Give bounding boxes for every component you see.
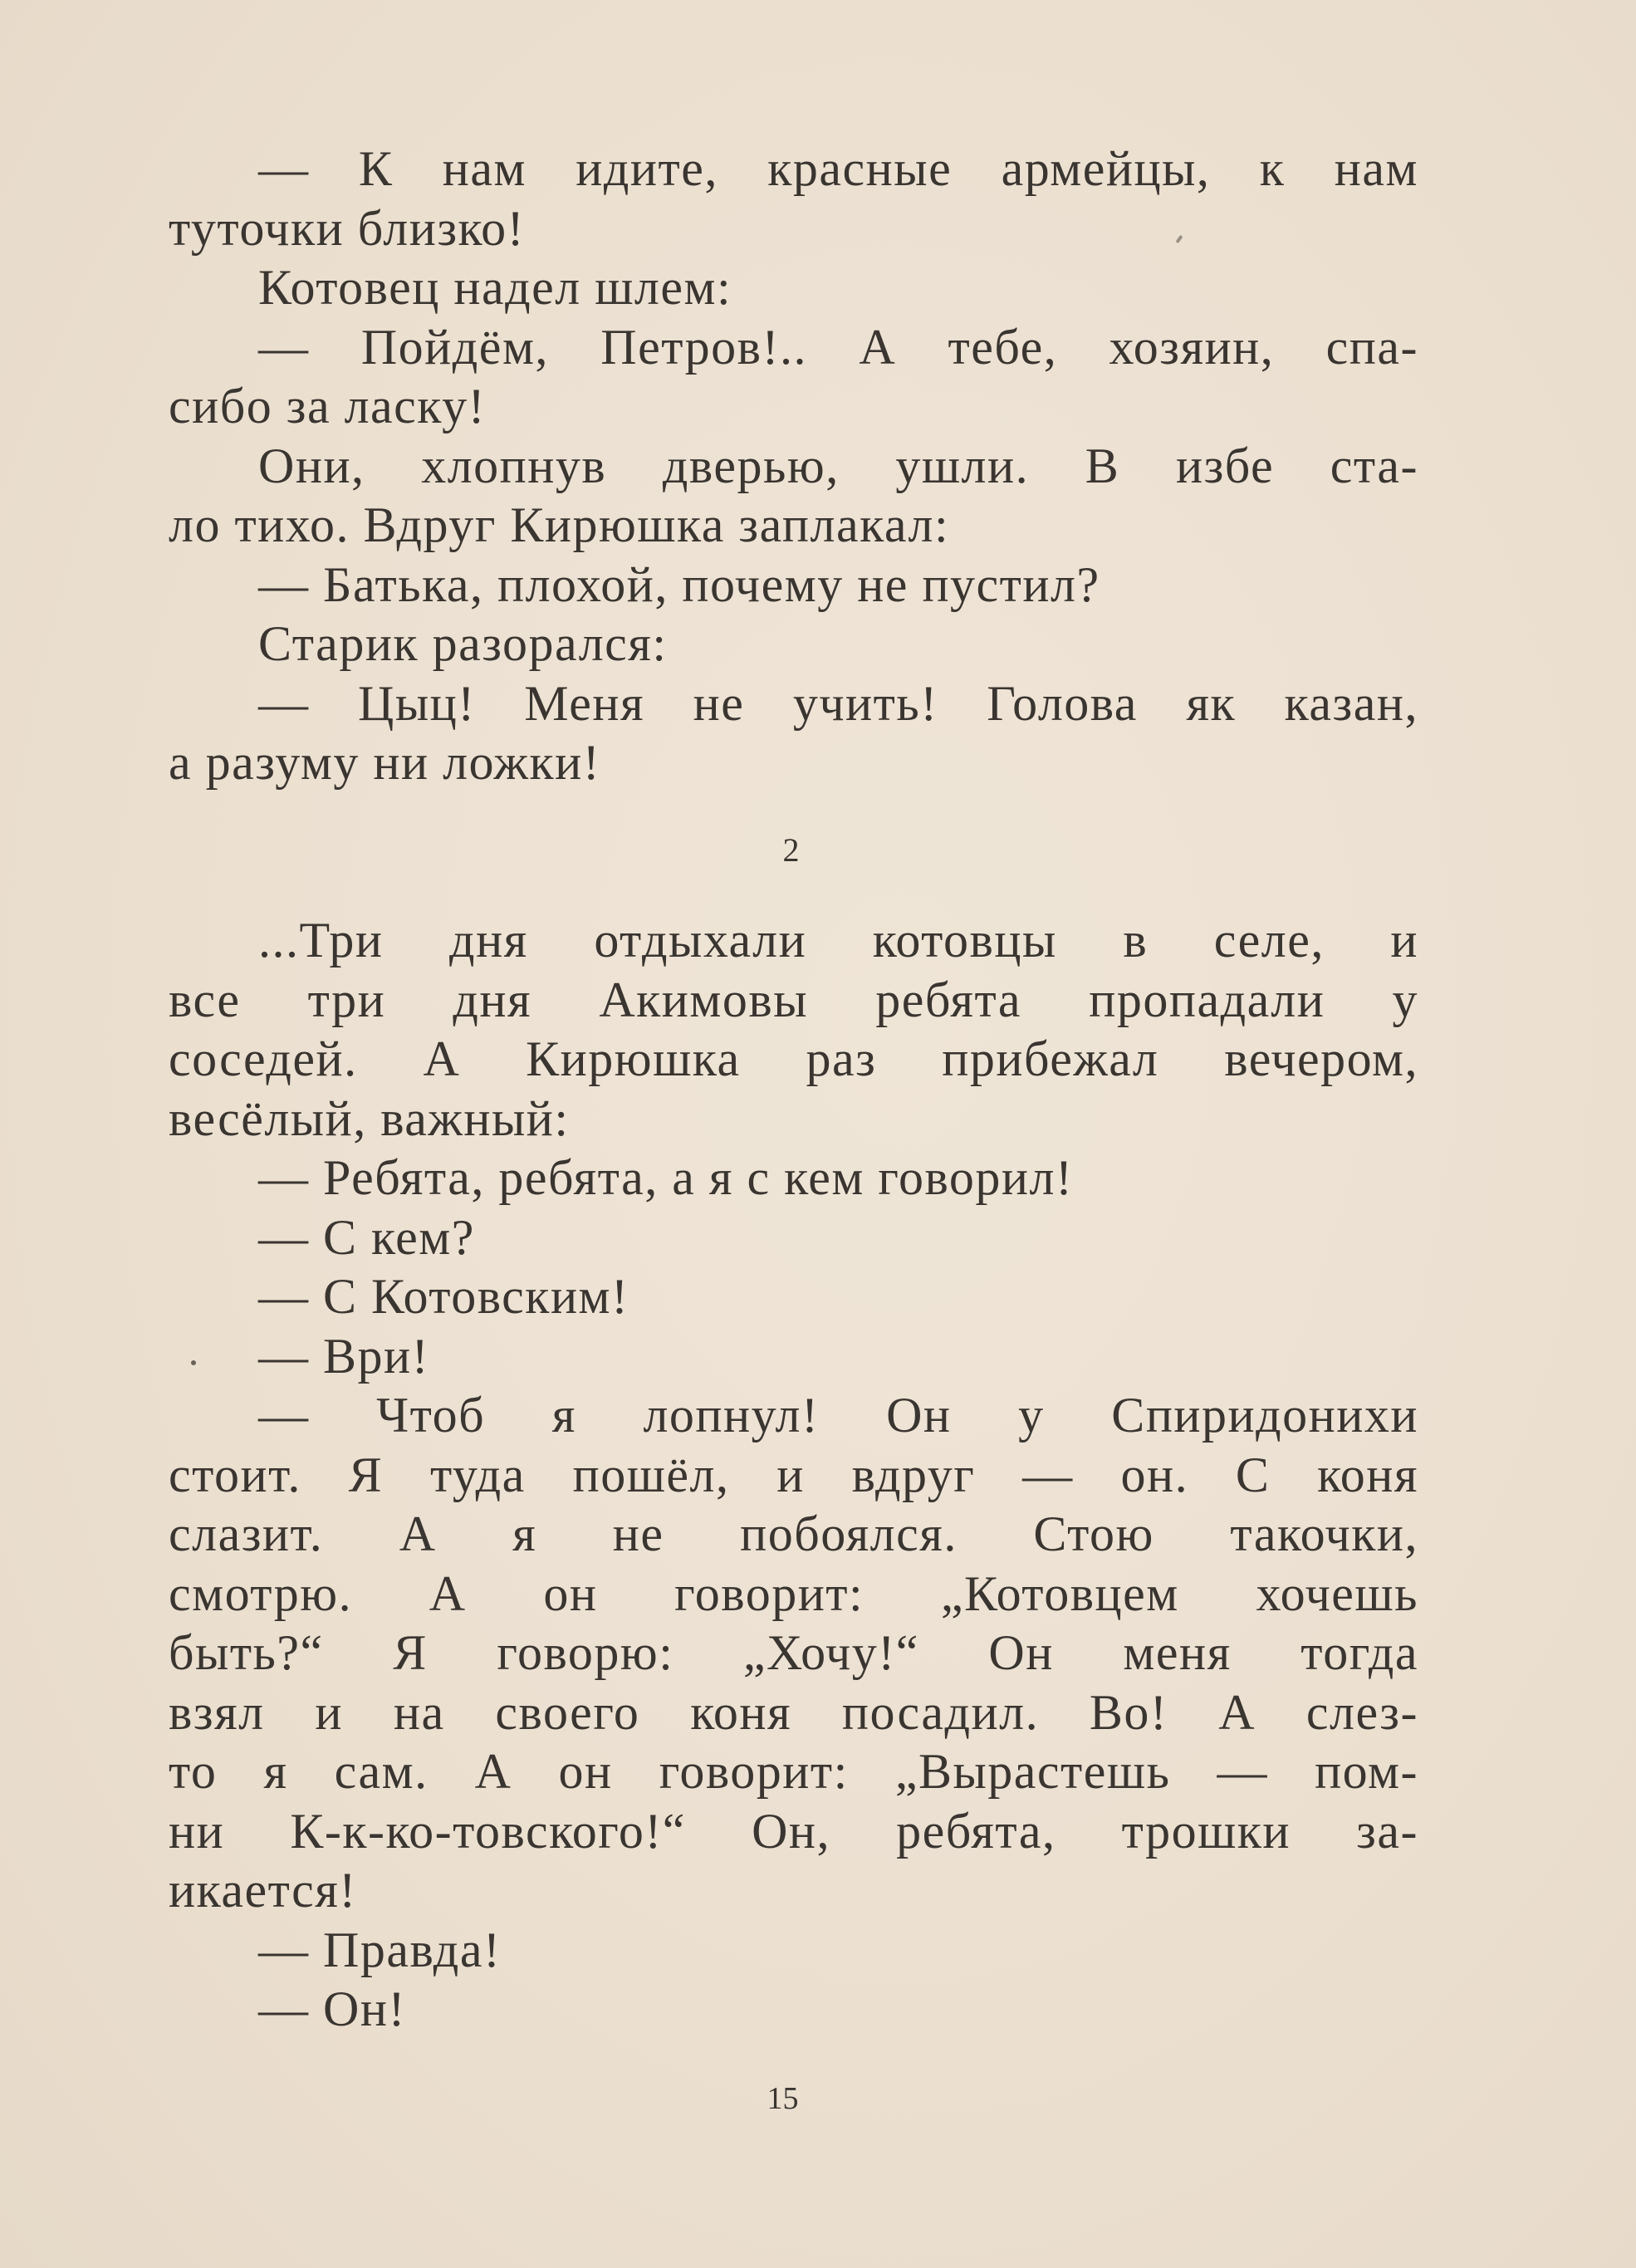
- page-number: 15: [767, 2081, 799, 2116]
- text-line: а разуму ни ложки!: [169, 735, 601, 790]
- text-line: ни К-к-ко-товского!“ Он, ребята, трошки за-: [169, 1803, 1418, 1859]
- section-number: 2: [782, 831, 800, 869]
- text-line: — Пойдём, Петров!.. А тебе, хозяин, спа-: [258, 319, 1418, 375]
- text-line: смотрю. А он говорит: „Котовцем хочешь: [169, 1565, 1418, 1621]
- text-line: — Батька, плохой, почему не пустил?: [258, 556, 1100, 612]
- text-line: то я сам. А он говорит: „Вырастешь — пом-: [169, 1744, 1418, 1799]
- text-line: Старик разорался:: [258, 616, 668, 671]
- text-line: — Цыц! Меня не учить! Голова як казан,: [258, 675, 1418, 731]
- text-line: ло тихо. Вдруг Кирюшка заплакал:: [169, 497, 950, 552]
- text-line: туточки близко!: [169, 200, 526, 256]
- text-line: соседей. А Кирюшка раз прибежал вечером,: [169, 1031, 1418, 1086]
- text-line: быть?“ Я говорю: „Хочу!“ Он меня тогда: [169, 1625, 1418, 1680]
- text-line: икается!: [169, 1863, 357, 1918]
- text-line: — Чтоб я лопнул! Он у Спиридонихи: [258, 1388, 1418, 1443]
- text-line: ...Три дня отдыхали котовцы в селе, и: [258, 913, 1418, 967]
- text-line: — Ври!: [258, 1328, 430, 1384]
- text-block-bottom: [169, 911, 1418, 2040]
- text-line: сибо за ласку!: [169, 379, 487, 434]
- text-line: — Ребята, ребята, а я с кем говорил!: [258, 1150, 1074, 1205]
- text-line: — К нам идите, красные армейцы, к нам: [258, 141, 1418, 196]
- text-line: — Правда!: [258, 1922, 502, 1977]
- text-line: стоит. Я туда пошёл, и вдруг — он. С коня: [169, 1447, 1418, 1502]
- text-block-top: [169, 140, 1418, 793]
- text-line: весёлый, важный:: [169, 1090, 570, 1146]
- text-line: — Он!: [258, 1981, 406, 2036]
- text-line: — С Котовским!: [258, 1269, 629, 1324]
- text-line: Котовец надел шлем:: [258, 260, 732, 315]
- text-line: все три дня Акимовы ребята пропадали у: [169, 972, 1418, 1027]
- text-line: Они, хлопнув дверью, ушли. В избе ста-: [258, 438, 1418, 493]
- text-line: слазит. А я не побоялся. Стою такочки,: [169, 1506, 1418, 1561]
- text-line: взял и на своего коня посадил. Во! А слез-: [169, 1684, 1418, 1740]
- text-line: — С кем?: [258, 1209, 475, 1265]
- paper-speck: [191, 1360, 196, 1365]
